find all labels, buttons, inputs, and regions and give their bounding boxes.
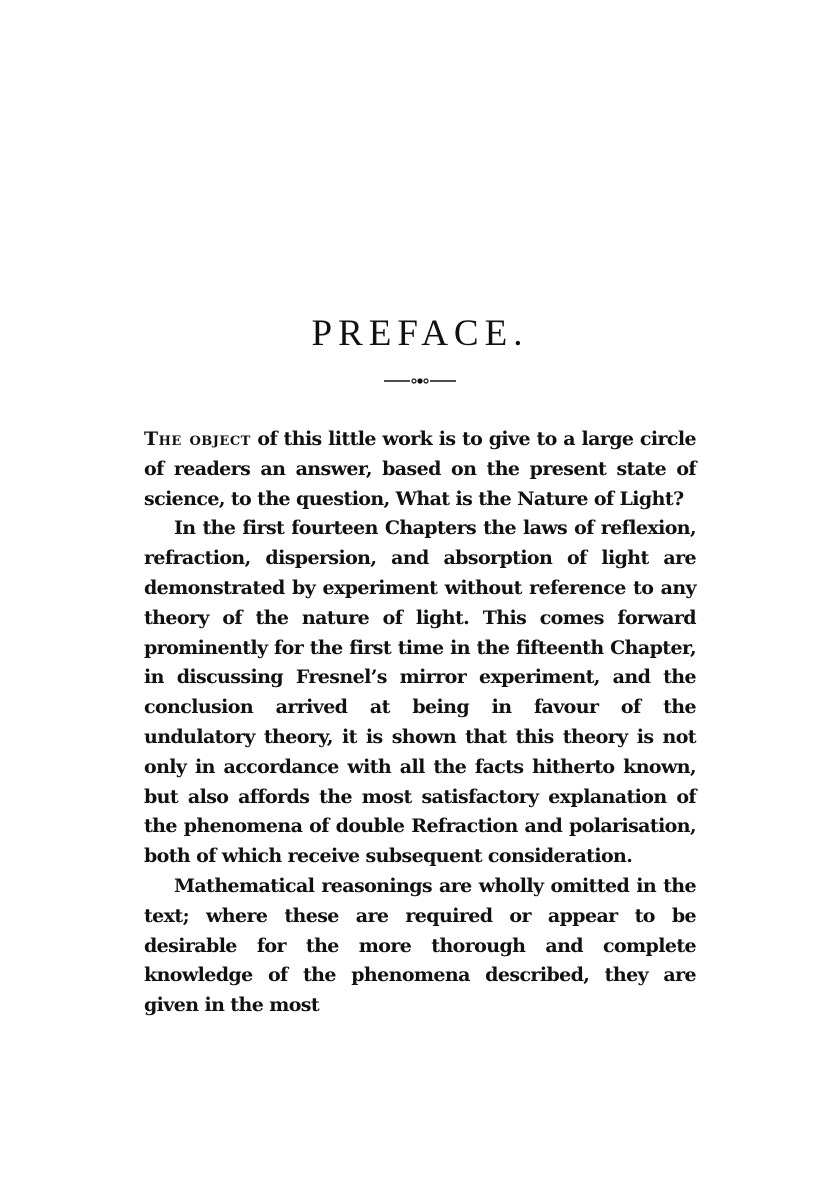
page-title: PREFACE. bbox=[311, 313, 529, 354]
paragraph-lead-smallcaps: The object bbox=[144, 428, 251, 450]
paragraph-1-text: of this little work is to give to a large circle of readers an answer, based on the present state of science, to the question, What is the Nature of Light? bbox=[144, 428, 696, 510]
paragraph-2: In the first fourteen Chapters the laws of reflexion, refraction, dispersion, and absorption of light are demonstrated by experiment without reference to any theory of the nature of light. This comes forward prominently for the first time in the fifteenth Chapter, in discussing Fresnel’s mirror experiment, and the conclusion arrived at being in favour of the undulatory theory, it is shown that this theory is not only in accordance with all the facts hitherto known, but also affords the most satisfactory explanation of the phenomena of double Refraction and polarisation, both of which receive subsequent consideration. bbox=[144, 517, 696, 868]
paragraph-1 bbox=[144, 425, 696, 514]
ornamental-rule-icon bbox=[384, 377, 456, 385]
preface-body bbox=[144, 425, 696, 1021]
paragraph-3: Mathematical reasonings are wholly omitted in the text; where these are required or appear to be desirable for the more thorough and complete knowledge of the phenomena described, they are given in the most bbox=[144, 874, 696, 1017]
